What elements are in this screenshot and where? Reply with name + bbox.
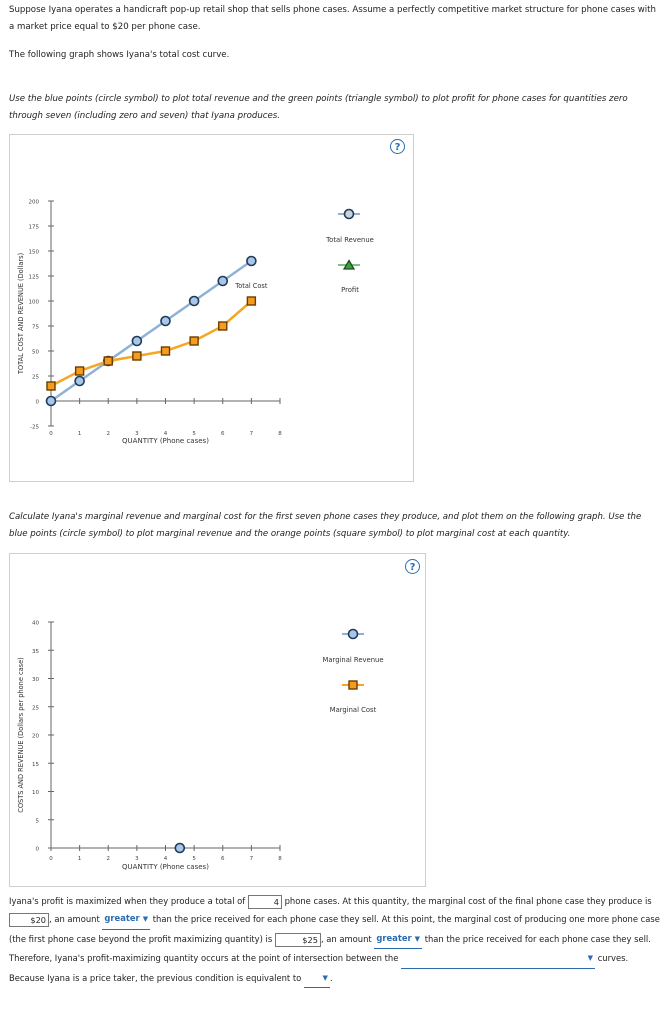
x-tick-label: 0 (49, 856, 53, 862)
data-point-circle (218, 277, 227, 286)
x-axis-label: QUANTITY (Phone cases) (122, 437, 209, 445)
data-point-square (190, 337, 198, 345)
chevron-down-icon: ▼ (322, 973, 328, 982)
x-tick-label: 5 (192, 856, 196, 862)
data-point-circle (190, 297, 199, 306)
comparison-dropdown-2-value: greater (376, 932, 412, 943)
conclusion-paragraph (9, 893, 661, 988)
quantity-input[interactable]: 4 (248, 895, 282, 909)
x-tick-label: 1 (77, 856, 82, 862)
instructions-graph1: Use the blue points (circle symbol) to plot total revenue and the green points (triangle symbol) to plot profit for phone cases for quantities zero through seven (including zero and seven) that Iyana produces. (9, 94, 628, 121)
legend-profit-label: Profit (341, 286, 359, 294)
legend-tr-label: Total Revenue (326, 236, 374, 244)
conclusion-text-5: , an amount (320, 934, 372, 945)
graph2-help-icon[interactable]: ? (405, 559, 420, 574)
x-tick-label: 1 (77, 431, 82, 437)
next-marginal-cost-input[interactable]: $25 (275, 933, 321, 947)
total-cost-label: Total Cost (235, 282, 268, 290)
legend-mr-marker (349, 630, 358, 639)
x-tick-label: 3 (135, 431, 139, 437)
graph1-help-icon[interactable]: ? (390, 139, 405, 154)
y-tick-label: 75 (32, 324, 39, 331)
curves-dropdown[interactable] (401, 949, 595, 968)
y-tick-label: -25 (30, 424, 39, 431)
data-point-circle (75, 377, 84, 386)
conclusion-text-7: curves. Because Iyana is a price taker, the previous condition is equivalent to (9, 953, 629, 983)
y-tick-label: 100 (28, 299, 39, 306)
x-tick-label: 2 (106, 856, 110, 862)
conclusion-text-1: Iyana's profit is maximized when they produce a total of (9, 896, 246, 906)
legend-tr-marker (345, 210, 354, 219)
data-point-square (76, 367, 84, 375)
x-tick-label: 4 (163, 856, 168, 862)
y-axis-label: COSTS AND REVENUE (Dollars per phone case) (17, 657, 25, 813)
chevron-down-icon: ▼ (414, 934, 421, 943)
data-point-circle (175, 844, 184, 853)
y-tick-label: 30 (32, 677, 39, 683)
intro-graph-sentence: The following graph shows Iyana's total cost curve. (9, 50, 230, 60)
y-tick-label: 35 (32, 648, 39, 655)
instructions-graph2: Calculate Iyana's marginal revenue and marginal cost for the first seven phone cases they produce, and plot them on the following graph. Use the blue points (circle symbol) to plot marginal revenue and the orange points (square symbol) to plot marginal cost at each quantity. (9, 512, 642, 539)
x-tick-label: 7 (249, 856, 254, 862)
conclusion-text-3: , an amount (49, 914, 100, 925)
data-point-square (247, 297, 255, 305)
marginal-cost-input[interactable]: $20 (9, 913, 49, 927)
x-tick-label: 2 (106, 431, 110, 437)
y-tick-label: 125 (28, 274, 39, 281)
data-point-square (219, 322, 227, 330)
conclusion-text-8: . (329, 972, 333, 983)
x-tick-label: 8 (278, 431, 282, 437)
graph1-chart[interactable] (9, 134, 414, 482)
x-tick-label: 3 (135, 856, 139, 862)
comparison-dropdown-2[interactable] (374, 930, 422, 949)
y-tick-label: 5 (35, 818, 39, 825)
x-tick-label: 0 (49, 431, 53, 437)
y-tick-label: 50 (32, 349, 39, 356)
x-tick-label: 5 (192, 431, 196, 437)
y-tick-label: 25 (32, 374, 39, 381)
y-axis-label: TOTAL COST AND REVENUE (Dollars) (17, 252, 25, 375)
y-tick-label: 200 (28, 199, 39, 206)
conclusion-text-6: than the price received for each phone case they sell. Therefore, Iyana's profit-maximizing quantity occurs at the point of intersection between the (9, 934, 651, 964)
data-point-square (133, 352, 141, 360)
legend-mc-marker (349, 681, 357, 689)
y-tick-label: 15 (32, 761, 39, 768)
y-tick-label: 20 (32, 733, 39, 740)
legend-mc-label: Marginal Cost (329, 706, 377, 714)
y-tick-label: 0 (35, 399, 39, 406)
comparison-dropdown-1[interactable] (102, 910, 150, 929)
y-tick-label: 150 (28, 249, 39, 256)
data-point-circle (161, 317, 170, 326)
intro-paragraph: Suppose Iyana operates a handicraft pop-up retail shop that sells phone cases. Assume a perfectly competitive market structure for phone cases with a market price equal to $20 per phone case. (9, 5, 656, 32)
comparison-dropdown-1-value: greater (104, 913, 140, 924)
conclusion-text-2: phone cases. At this quantity, the marginal cost of the final phone case they produce is (284, 896, 652, 906)
y-tick-label: 175 (28, 224, 39, 231)
x-axis-label: QUANTITY (Phone cases) (122, 863, 209, 871)
y-tick-label: 40 (32, 620, 39, 627)
graph2-chart[interactable] (9, 553, 426, 887)
x-tick-label: 6 (221, 856, 225, 862)
x-tick-label: 7 (249, 431, 254, 437)
data-point-square (47, 382, 55, 390)
x-tick-label: 4 (163, 431, 168, 437)
data-point-circle (47, 397, 56, 406)
data-point-circle (247, 257, 256, 266)
condition-dropdown[interactable] (304, 969, 330, 988)
y-tick-label: 0 (35, 846, 39, 853)
y-tick-label: 10 (32, 790, 39, 796)
legend-mr-label: Marginal Revenue (322, 656, 384, 664)
chevron-down-icon: ▼ (587, 954, 594, 963)
chevron-down-icon: ▼ (142, 915, 149, 924)
data-point-square (162, 347, 170, 355)
x-tick-label: 6 (221, 431, 225, 437)
y-tick-label: 25 (32, 705, 39, 712)
conclusion-text-4: than the price received for each phone case they sell. At this point, the marginal cost of producing one more phone case (the first phone case beyond the profit maximizing quantity) is (9, 914, 660, 945)
x-tick-label: 8 (278, 856, 282, 862)
data-point-circle (132, 337, 141, 346)
data-point-square (104, 357, 112, 365)
